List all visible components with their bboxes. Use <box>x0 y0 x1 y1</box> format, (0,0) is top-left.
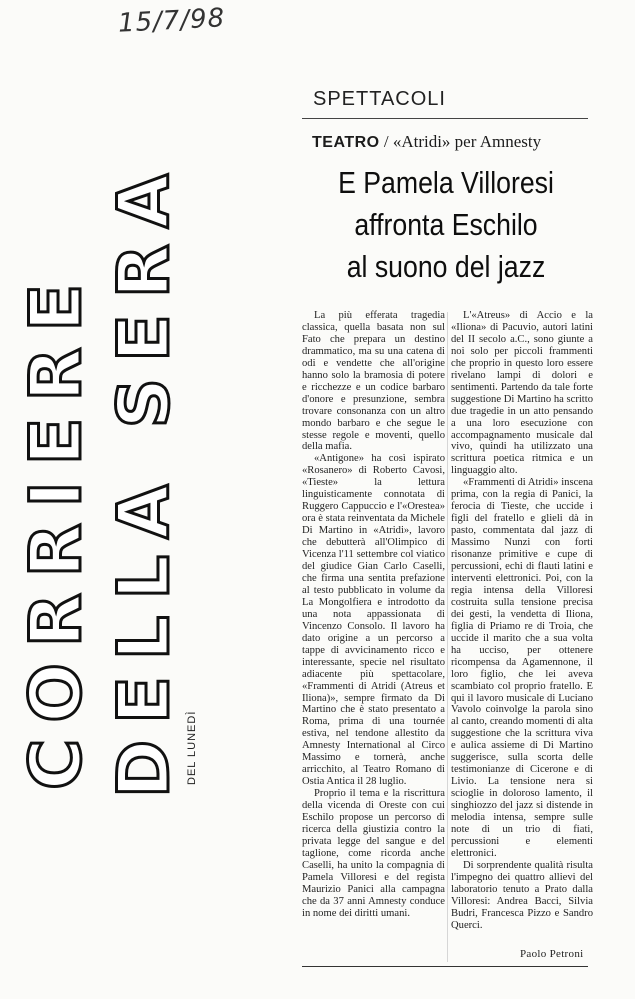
headline <box>317 162 575 288</box>
section-title: SPETTACOLI <box>313 88 446 110</box>
bottom-rule <box>302 966 588 967</box>
paragraph: «Frammenti di Atridi» inscena prima, con la regia di Panici, la ferocia di Tieste, che uccide i figli del fratello e glieli dà in pasto, commentata dal jazz di Massimo Nunzi con forti risonanze primitive e cupe di percussioni, echi di flauti latini e interventi elettronici. Poi, con la regia intensa della Villoresi costruita sulla tensione precisa dei gesti, la vendetta di Iliona, figlia di Priamo re di Troia, che uccide il marito che a sua volta ha ucciso, per ottenere ricompensa da Agamennone, il loro figlio, che lei aveva scambiato col proprio fratello. E qui il lavoro musicale di Luciano Vavolo coinvolge la parola sino al canto, creando momenti di alta suggestione che la scrittura viva e aulica assieme di Di Martino suggerisce, sulla scorta delle testimonianze di Cicerone e di Livio. La tensione nera si scioglie in doloroso lamento, il singhiozzo del jazz si distende in melodia intensa, sempre sulle note di un trio di fiati, percussioni e elementi elettronici. <box>451 477 593 859</box>
top-rule <box>302 118 588 119</box>
article-column-1 <box>302 310 445 920</box>
paragraph: La più efferata tragedia classica, quella basata non sul Fato che prepara un destino drammatico, ma su una catena di odi e vendette che all'origine hanno solo la bramosia di potere e ricchezze e un codice barbaro d'onore e presunzione, sembra trovare consonanza con un altro mondo barbaro e che segue le stesse regole e moventi, quello della mafia. <box>302 310 445 453</box>
headline-line: E Pamela Villoresi <box>338 165 554 200</box>
article-column-2 <box>451 310 593 932</box>
handwritten-date: 15/7/98 <box>117 3 226 39</box>
paragraph: «Antigone» ha così ispirato «Rosanero» di Roberto Cavosi, «Tieste» la lettura linguisticamente connotata di Ruggero Cappuccio e l'«Orestea» ora è stata reinventata da Michele Di Martino in «Atridi», lavoro che debutterà all'Olimpico di Vicenza l'11 settembre col viatico del giudice Gian Carlo Caselli, che firma una sentita prefazione al testo pubblicato in volume da La Mongolfiera e introdotto da una nota appassionata di Vincenzo Consolo. Il lavoro ha dato origine a un percorso a tappe di avvicinamento ricco e interessante, specie nel risultato adiacente più spettacolare, «Frammenti di Atridi (Atreus et Iliona)», sempre firmato da Di Martino che è stato presentato a Roma, prima di una tournée estiva, nel tendone allestito da Amnesty International al Circo Massimo e tornerà, anche arricchito, al Teatro Romano di Ostia Antica il 28 luglio. <box>302 453 445 788</box>
kicker-category: TEATRO <box>312 134 380 151</box>
masthead-line-1: CORRIERE <box>15 267 97 790</box>
paragraph: L'«Atreus» di Accio e la «Iliona» di Pacuvio, autori latini del II secolo a.C., sono giunte a noi solo per piccoli frammenti che proprio in questo loro essere rivelano lampi di dolori e sentimenti. Partendo da tale forte suggestione Di Martino ha scritto due tragedie in un atto pensando a una loro esecuzione con accompagnamento musicale dal vivo, quindi ha utilizzato una scrittura poetica ritmica e un linguaggio alto. <box>451 310 593 477</box>
paragraph: Di sorprendente qualità risulta l'impegno dei quattro allievi del laboratorio tenuto a Prato dalla Villoresi: Andrea Bacci, Silvia Budri, Francesca Pizzo e Sandro Querci. <box>451 859 593 931</box>
kicker-text: / «Atridi» per Amnesty <box>383 132 542 151</box>
masthead-subtitle: DEL LUNEDÌ <box>186 710 198 785</box>
headline-line: affronta Eschilo <box>354 207 538 242</box>
paragraph: Proprio il tema e la riscrittura della vicenda di Oreste con cui Eschilo propose un percorso di ricerca della giustizia contro la privata legge del sangue e del taglione, come ricorda anche Caselli, ha unito la compagnia di Pamela Villoresi e del regista Maurizio Panici alla campagna che da 37 anni Amnesty conduce in nome dei diritti umani. <box>302 788 445 919</box>
byline: Paolo Petroni <box>520 948 584 960</box>
kicker <box>312 132 592 152</box>
masthead-line-2: DELLA SERA <box>103 158 185 798</box>
column-divider <box>447 312 448 962</box>
headline-line: al suono del jazz <box>346 249 546 284</box>
